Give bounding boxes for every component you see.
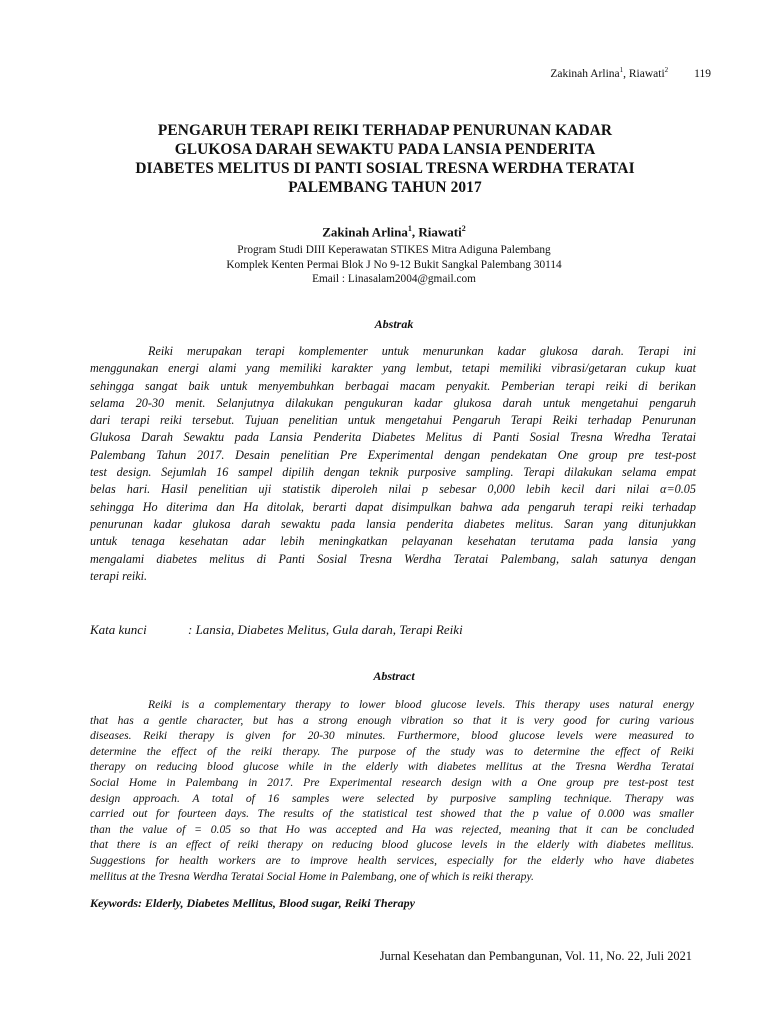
- keywords: Keywords: Elderly, Diabetes Mellitus, Blood sugar, Reiki Therapy: [90, 896, 415, 910]
- abstrak-line: sehingga Ho diterima dan Ha ditolak, berarti dapat disimpulkan bahwa ada pengaruh terapi reiki terhadap: [90, 499, 696, 514]
- abstrak-line: Palembang Tahun 2017. Desain penelitian Pre Experimental dengan pendekatan One group pre test-post: [90, 447, 696, 462]
- abstrak-line: untuk tenaga kesehatan adar lebih meningkatkan pelayanan kesehatan terutama pada lansia yang: [90, 534, 696, 549]
- abstract-body: [90, 697, 694, 884]
- affiliation-address: Komplek Kenten Permai Blok J No 9-12 Bukit Sangkal Palembang 30114: [226, 259, 562, 271]
- kata-kunci: [90, 622, 463, 638]
- abstrak-heading: Abstrak: [374, 317, 414, 331]
- abstract-line: design approach. A total of 16 samples were selected by purposive sampling technique. Therapy was: [90, 791, 694, 805]
- abstract-line: that there is an effect of reiki therapy on reducing blood glucose levels in the elderly with diabetes mellitus.: [90, 838, 694, 852]
- title-line: PENGARUH TERAPI REIKI TERHADAP PENURUNAN KADAR: [157, 122, 613, 139]
- journal-footer: Jurnal Kesehatan dan Pembangunan, Vol. 11, No. 22, Juli 2021: [379, 949, 692, 963]
- abstract-line: Suggestions for health workers are to improve health services, especially for the elderly who have diabetes: [90, 853, 694, 867]
- abstrak-line: selama 20-30 menit. Selanjutnya dilakukan pengukuran kadar glukosa darah untuk mengetahui pengaruh: [90, 395, 696, 410]
- abstract-line: therapy on reducing blood glucose while in the elderly with diabetes mellitus at the Tresna Werdha Teratai: [90, 760, 694, 774]
- running-head: [550, 66, 711, 80]
- paper-title: [80, 121, 690, 197]
- abstrak-line: terapi reiki.: [90, 568, 148, 583]
- abstrak-line: Glukosa Darah Sewaktu pada Lansia Penderita Diabetes Melitus di Panti Sosial Tresna Wredha Teratai: [90, 430, 696, 445]
- page-number: 119: [694, 67, 711, 80]
- abstrak-line: test design. Sejumlah 16 sampel dipilih dengan teknik purposive sampling. Terapi dilakukan selama empat: [90, 465, 696, 480]
- abstract-line: diseases. Reiki therapy is given for 20-30 minutes. Furthermore, blood glucose levels were measured to: [90, 729, 694, 743]
- abstract-line: determine the effect of the reiki therapy. The purpose of the study was to determine the effect of Reiki: [90, 744, 694, 758]
- abstract-heading: Abstract: [373, 669, 415, 683]
- abstract-line: mellitus at the Tresna Werdha Teratai Social Home in Palembang, one of which is reiki therapy.: [90, 869, 534, 883]
- running-head-authors: Zakinah Arlina$^1$, Riawati$^2$: [550, 66, 669, 80]
- abstract-line: that has a gentle character, but has a strong enough vibration so that it is very good for curing various: [90, 713, 694, 727]
- abstrak-body: [90, 343, 696, 585]
- title-line: PALEMBANG TAHUN 2017: [288, 179, 482, 196]
- abstrak-line: dari terapi reiki tersebut. Tujuan penelitian untuk mengetahui Pengaruh Terapi Reiki terhadap Penurunan: [90, 413, 696, 428]
- title-line: GLUKOSA DARAH SEWAKTU PADA LANSIA PENDERITA: [174, 141, 596, 158]
- abstrak-line: penurunan kadar glukosa darah sewaktu pada lansia penderita diabetes melitus. Saran yang ditunjukkan: [90, 516, 696, 531]
- abstrak-line: mengalami diabetes melitus di Panti Sosial Tresna Werdha Teratai Palembang, salah satunya dengan: [90, 551, 696, 566]
- abstract-line: Reiki is a complementary therapy to lower blood glucose levels. This therapy uses natural energy: [148, 698, 694, 711]
- kata-kunci-label: Kata kunci: [90, 622, 147, 637]
- abstract-line: carried out for fourteen days. The results of the statistical test showed that the p value of 0.000 was smaller: [90, 807, 694, 821]
- affiliation-email: Email : Linasalam2004@gmail.com: [312, 273, 476, 285]
- title-line: DIABETES MELITUS DI PANTI SOSIAL TRESNA WERDHA TERATAI: [135, 160, 635, 177]
- abstrak-line: belas hari. Hasil penelitian uji statistik diperoleh nilai p sebesar 0,000 lebih kecil dari nilai α=0.05: [90, 482, 696, 497]
- affiliation-program: Program Studi DIII Keperawatan STIKES Mitra Adiguna Palembang: [237, 244, 551, 256]
- abstract-line: Social Home in Palembang in 2017. Pre Experimental research design with a One group pre test-post test: [90, 775, 694, 789]
- kata-kunci-value: : Lansia, Diabetes Melitus, Gula darah, Terapi Reiki: [188, 622, 463, 637]
- abstrak-line: menggunakan energi alami yang memiliki karakter yang lembut, tetapi memiliki vibrasi/getaran cukup kuat: [90, 361, 696, 376]
- author-line: Zakinah Arlina$^1$, Riawati$^2$: [322, 224, 466, 240]
- abstrak-line: Reiki merupakan terapi komplementer untuk menurunkan kadar glukosa darah. Terapi ini: [148, 344, 696, 358]
- abstract-line: than the value of = 0.05 so that Ho was accepted and Ha was rejected, meaning that it can be concluded: [90, 822, 694, 836]
- abstrak-line: sehingga sangat baik untuk menyembuhkan berbagai macam penyakit. Pemberian terapi reiki di berikan: [90, 378, 696, 393]
